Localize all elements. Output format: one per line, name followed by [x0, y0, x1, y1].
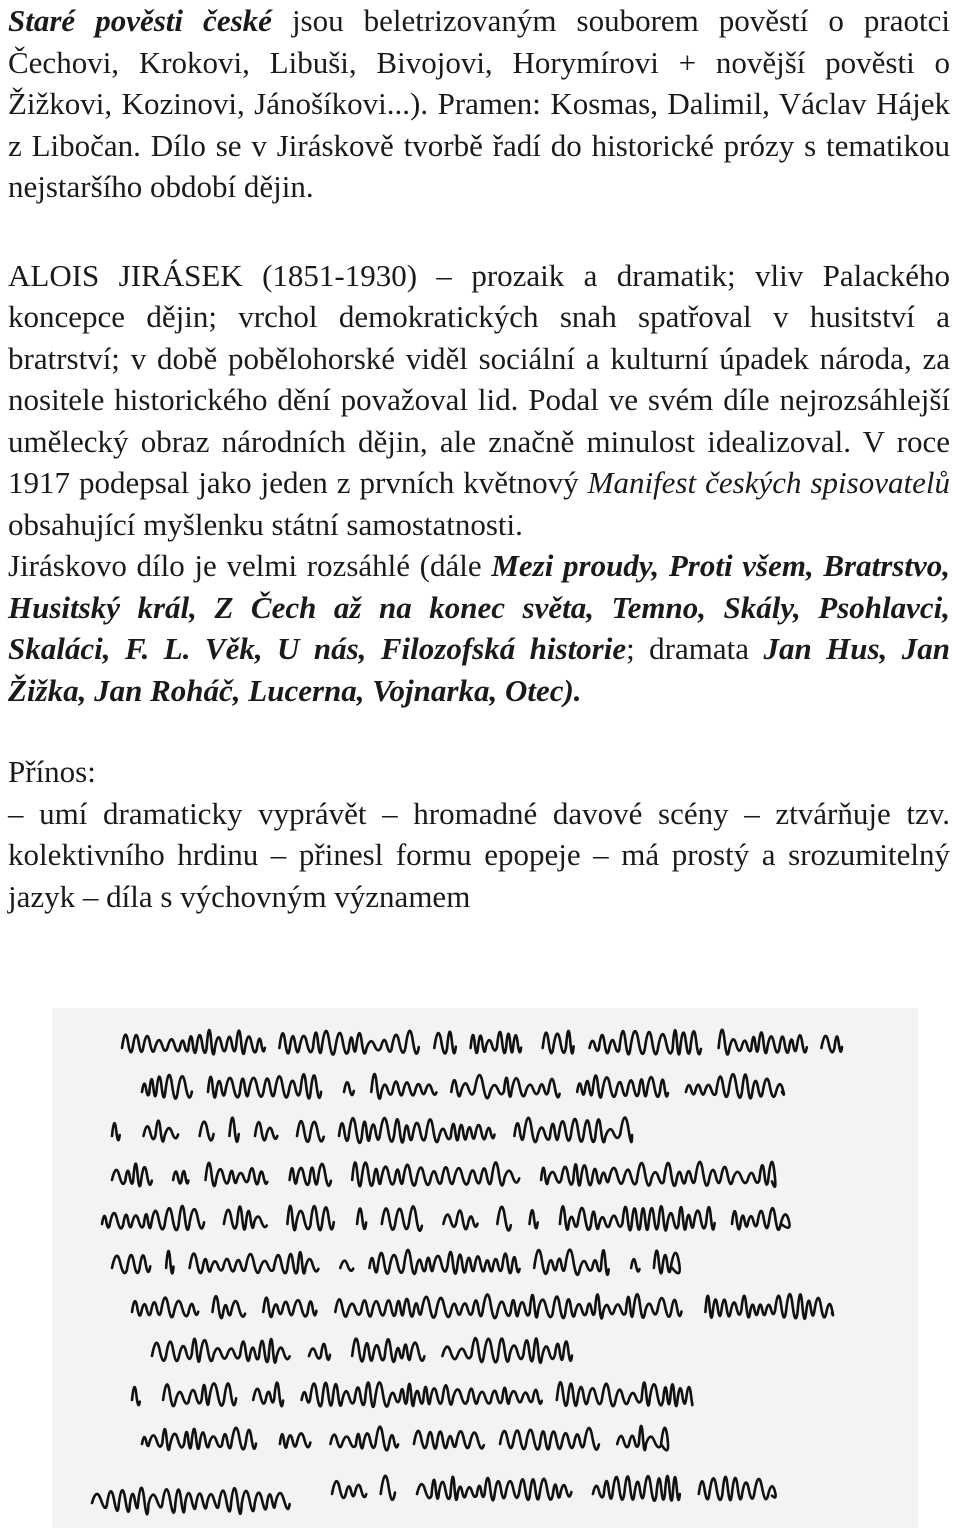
handwriting-line	[112, 1250, 680, 1275]
handwritten-letter-image	[52, 1008, 918, 1528]
paragraph-text: obsahující myšlenku státní samostatnosti.	[8, 506, 523, 542]
book-title-stare-povesti: Staré pověsti české	[8, 3, 272, 38]
dramas-list: Jan Hus, Jan Žižka, Jan Roháč, Lucerna, Vojnarka, Otec).	[8, 631, 950, 708]
handwriting-line	[132, 1382, 692, 1407]
handwriting-line	[152, 1338, 572, 1363]
paragraph-text: Jiráskovo dílo je velmi rozsáhlé (dále	[8, 548, 492, 583]
handwriting-date	[92, 1488, 290, 1514]
paragraph-text: ; dramata	[626, 631, 764, 666]
handwriting-line	[332, 1476, 776, 1501]
paragraph-text: jsou beletrizovaným souborem pověstí o praotci Čechovi, Krokovi, Libuši, Bivojovi, Horymírovi + novější pověsti o Žižkovi, Kozinovi, Jánošíkovi...). Pramen: Kosmas, Dalimil, Václav Hájek z Libočan. Dílo se v Jiráskově tvorbě řadí do historické prózy s tematikou nejstaršího období dějin.	[8, 3, 950, 204]
handwriting-line	[102, 1206, 790, 1231]
handwriting-line	[132, 1294, 833, 1319]
handwriting-line	[122, 1030, 842, 1055]
paragraph-works	[8, 545, 950, 711]
handwriting-line	[142, 1074, 784, 1099]
handwriting-line	[142, 1426, 668, 1450]
handwriting-line	[112, 1162, 775, 1187]
manifest-title: Manifest českých spisovatelů	[587, 465, 950, 500]
paragraph-stare-povesti	[8, 0, 950, 208]
works-list: Mezi proudy, Proti všem, Bratrstvo, Husitský král, Z Čech až na konec světa, Temno, Skály, Psohlavci, Skaláci, F. L. Věk, U nás, Filozofská historie	[8, 548, 950, 666]
handwriting-line	[112, 1118, 632, 1143]
handwriting-drawing	[52, 1008, 918, 1528]
paragraph-text: ALOIS JIRÁSEK (1851-1930) – prozaik a dramatik; vliv Palackého koncepce dějin; vrchol demokratických snah spatřoval v husitství a bratrství; v době pobělohorské viděl sociální a kulturní úpadek národa, za nositele historického dění považoval lid. Podal ve svém díle nejrozsáhlejší umělecký obraz národních dějin, ale značně minulost idealizoval. V roce 1917 podepsal jako jeden z prvních květnový	[8, 257, 950, 500]
paragraph-alois-jirasek	[8, 255, 950, 546]
prinos-list: – umí dramaticky vyprávět – hromadné davové scény – ztvárňuje tzv. kolektivního hrdinu – přinesl formu epopeje – má prostý a srozumitelný jazyk – díla s výchovným významem	[8, 795, 950, 914]
prinos-label: Přínos:	[8, 754, 96, 789]
